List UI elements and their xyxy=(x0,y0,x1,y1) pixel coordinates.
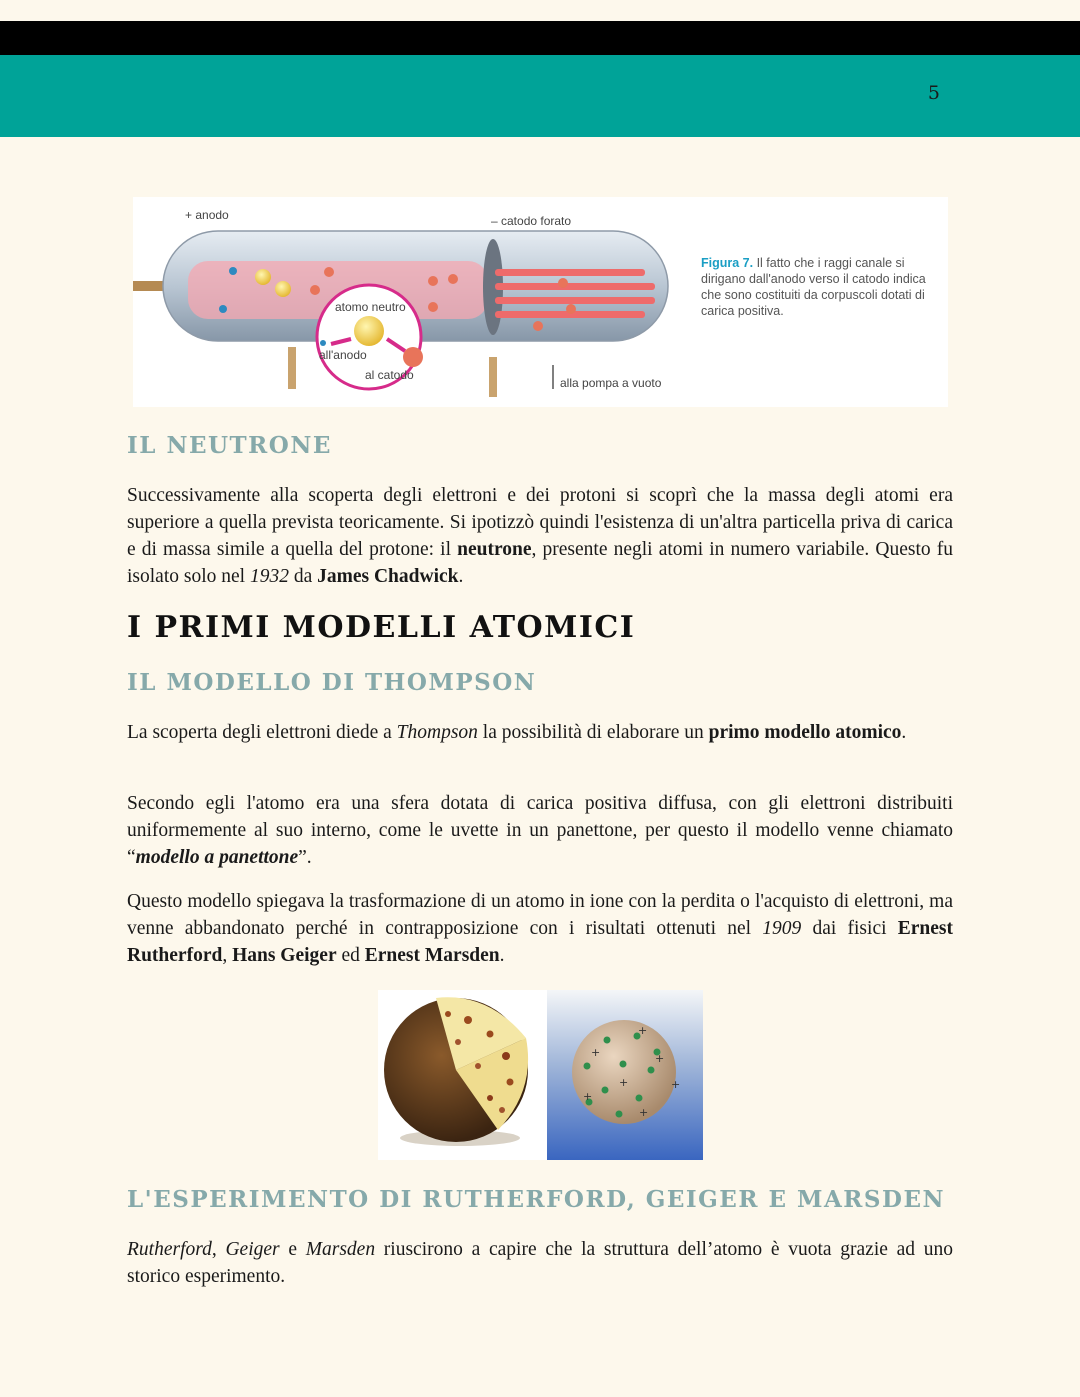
figure-caption-text: Il fatto che i raggi canale si dirigano dall'anodo verso il catodo indica che sono costituiti da corpuscoli dotati di carica positiva. xyxy=(701,256,926,318)
text-span: ”. xyxy=(298,847,312,868)
thompson-section xyxy=(127,669,953,696)
text-span: dai fisici xyxy=(801,918,898,939)
scientist-name: Ernest Rutherford xyxy=(127,918,953,966)
scientist-name: Geiger xyxy=(225,1239,280,1260)
thompson-paragraph-2-block xyxy=(127,790,953,871)
svg-text:+: + xyxy=(591,1046,601,1059)
panettone-image xyxy=(378,990,547,1160)
anode-label: + anodo xyxy=(185,208,229,222)
models-heading: I PRIMI MODELLI ATOMICI xyxy=(127,610,636,645)
figure-caption-label: Figura 7. xyxy=(701,256,754,270)
scientist-name: Rutherford xyxy=(127,1239,212,1260)
text-span: . xyxy=(458,566,464,587)
text-span: Questo modello spiegava la trasformazione di un atomo in ione con la perdita o l'acquisto di elettroni, ma venne abbandonato perché in contrapposizione con i risultati ottenuti nel xyxy=(127,891,953,939)
scientist-name: Hans Geiger xyxy=(232,945,337,966)
first-atomic-model-term: primo modello atomico xyxy=(708,722,902,743)
text-span: e xyxy=(279,1239,306,1260)
text-span: ed xyxy=(336,945,365,966)
text-span: La scoperta degli elettroni diede a xyxy=(127,722,397,743)
header-band xyxy=(0,55,1080,137)
scientist-name: Marsden xyxy=(305,1239,376,1260)
text-span: la possibilità di elaborare un xyxy=(477,722,709,743)
neutron-term: neutrone xyxy=(457,539,532,560)
year-1932: 1932 xyxy=(249,566,289,587)
thompson-paragraph-1-block xyxy=(127,719,953,746)
panettone-model-term: modello a panettone xyxy=(135,847,299,868)
text-span: Secondo egli l'atomo era una sfera dotata di carica positiva diffusa, con gli elettroni distribuiti uniformemente al suo interno, come le uvette in un panettone, per questo il modello venne chiamato “ xyxy=(127,793,953,868)
text-span: , xyxy=(211,1239,226,1260)
text-span: riuscirono a capire che la struttura dell’atomo è vuota grazie ad uno storico esperimento. xyxy=(127,1239,954,1287)
scientist-name: Ernest Marsden xyxy=(364,945,500,966)
to-cathode-label: al catodo xyxy=(365,368,414,382)
text-span: Successivamente alla scoperta degli elettroni e dei protoni si scoprì che la massa degli atomi era superiore a quella prevista teoricamente. Si ipotizzò quindi l'esistenza di un'altra particella priva di carica e di massa simile a quella del protone: il xyxy=(127,485,953,560)
neutron-heading: IL NEUTRONE xyxy=(127,432,332,459)
svg-text:+: + xyxy=(655,1052,665,1065)
canal-rays-figure xyxy=(133,197,948,407)
thompson-paragraph-2 xyxy=(127,790,953,871)
page-number: 5 xyxy=(927,82,940,104)
svg-text:+: + xyxy=(639,1106,649,1119)
text-span: , xyxy=(222,945,233,966)
neutron-paragraph xyxy=(127,482,953,590)
text-span: , presente negli atomi in numero variabile. Questo fu isolato solo nel xyxy=(127,539,953,587)
rutherford-paragraph xyxy=(127,1236,953,1290)
cathode-ray-tube-illustration xyxy=(133,197,693,407)
cathode-label: – catodo forato xyxy=(491,214,572,228)
thompson-paragraph-3-block xyxy=(127,888,953,969)
svg-text:+: + xyxy=(583,1090,593,1103)
scientist-name: Thompson xyxy=(396,722,478,743)
models-section xyxy=(127,610,953,645)
svg-text:+: + xyxy=(671,1078,681,1091)
neutron-section xyxy=(127,432,953,459)
rutherford-heading: L'ESPERIMENTO DI RUTHERFORD, GEIGER E MARSDEN xyxy=(127,1186,946,1213)
top-black-bar xyxy=(0,21,1080,55)
scientist-name: James Chadwick xyxy=(317,566,459,587)
figure-caption xyxy=(701,255,946,319)
svg-text:+: + xyxy=(619,1076,629,1089)
plum-pudding-figure xyxy=(378,990,703,1160)
text-span: . xyxy=(901,722,907,743)
neutron-paragraph-block xyxy=(127,482,953,590)
rutherford-paragraph-block xyxy=(127,1236,953,1290)
rutherford-section xyxy=(127,1186,953,1213)
thompson-paragraph-3 xyxy=(127,888,953,969)
text-span: . xyxy=(499,945,505,966)
to-anode-label: all'anodo xyxy=(319,348,367,362)
text-span: da xyxy=(288,566,318,587)
vacuum-pump-label: alla pompa a vuoto xyxy=(560,376,662,390)
thompson-heading: IL MODELLO DI THOMPSON xyxy=(127,669,537,696)
year-1909: 1909 xyxy=(762,918,802,939)
thompson-paragraph-1 xyxy=(127,719,953,746)
thomson-atom-model-image xyxy=(547,990,703,1160)
neutral-atom-label: atomo neutro xyxy=(335,300,406,314)
svg-text:+: + xyxy=(638,1024,648,1037)
